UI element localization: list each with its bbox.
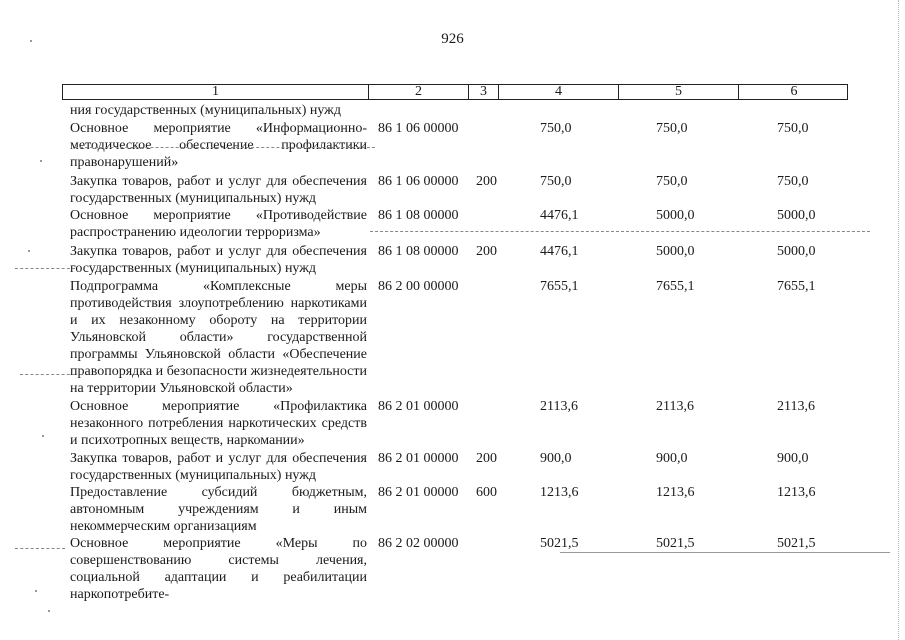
row-value-5: 1213,6 [656, 485, 695, 500]
row-code: 86 2 01 00000 [378, 485, 459, 500]
row-value-5: 2113,6 [656, 399, 694, 414]
row-code: 86 1 06 00000 [378, 121, 459, 136]
scan-artifact-line [560, 552, 890, 553]
row-value-4: 7655,1 [540, 279, 579, 294]
row-value-5: 900,0 [656, 451, 688, 466]
row-value-5: 7655,1 [656, 279, 695, 294]
row-code: 86 1 06 00000 [378, 174, 459, 189]
header-col-4: 4 [499, 85, 619, 99]
row-value-4: 1213,6 [540, 485, 579, 500]
scan-speck [48, 610, 50, 612]
row-code: 86 2 00 00000 [378, 279, 459, 294]
row-vr: 200 [476, 244, 497, 259]
scan-artifact-line [75, 147, 375, 148]
page-number: 926 [441, 31, 464, 47]
row-value-4: 4476,1 [540, 244, 579, 259]
header-col-2: 2 [369, 85, 469, 99]
row-value-5: 5000,0 [656, 208, 695, 223]
row-value-4: 4476,1 [540, 208, 579, 223]
row-name: Основное мероприятие «Противодействие распространению идеологии терроризма» [70, 208, 367, 240]
row-value-5: 750,0 [656, 121, 688, 136]
scan-speck [30, 40, 32, 42]
row-value-5: 750,0 [656, 174, 688, 189]
scan-speck [28, 250, 30, 252]
scan-edge [897, 0, 899, 640]
row-vr: 200 [476, 174, 497, 189]
row-name: ния государственных (муниципальных) нужд [70, 103, 341, 118]
row-value-6: 750,0 [777, 174, 809, 189]
row-value-6: 1213,6 [777, 485, 816, 500]
row-value-6: 2113,6 [777, 399, 815, 414]
row-code: 86 2 02 00000 [378, 536, 459, 551]
row-value-6: 5000,0 [777, 244, 816, 259]
row-value-6: 5000,0 [777, 208, 816, 223]
row-value-4: 2113,6 [540, 399, 578, 414]
row-value-4: 5021,5 [540, 536, 579, 551]
row-vr: 600 [476, 485, 497, 500]
row-value-6: 750,0 [777, 121, 809, 136]
header-col-6: 6 [790, 84, 798, 99]
row-value-5: 5021,5 [656, 536, 695, 551]
row-code: 86 1 08 00000 [378, 244, 459, 259]
header-col-5: 5 [619, 85, 739, 99]
row-name: Предоставление субсидий бюджетным, автономным учреждениям и иным некоммерческим организациям [70, 485, 367, 534]
scan-speck [35, 590, 37, 592]
row-name: Закупка товаров, работ и услуг для обеспечения государственных (муниципальных) нужд [70, 451, 367, 483]
row-name: Закупка товаров, работ и услуг для обеспечения государственных (муниципальных) нужд [70, 174, 367, 206]
scan-speck [42, 435, 44, 437]
header-col-3: 3 [469, 85, 499, 99]
scan-speck [40, 160, 42, 162]
row-value-5: 5000,0 [656, 244, 695, 259]
row-value-6: 5021,5 [777, 536, 816, 551]
row-code: 86 1 08 00000 [378, 208, 459, 223]
row-value-4: 900,0 [540, 451, 572, 466]
row-name: Подпрограмма «Комплексные меры противодействия злоупотреблению наркотиками и их незаконному обороту на территории Ульяновской области» государственной программы Ульяновской области «Обеспечение правопорядка и безопасности жизнедеятельности на территории Ульяновской области» [70, 279, 367, 396]
scan-artifact-line [15, 268, 75, 269]
row-name: Основное мероприятие «Профилактика незаконного потребления наркотических средств и психотропных веществ, наркомании» [70, 399, 367, 448]
row-value-6: 7655,1 [777, 279, 816, 294]
row-code: 86 2 01 00000 [378, 399, 459, 414]
scan-artifact-line [20, 374, 75, 375]
table-header [62, 84, 848, 100]
row-value-4: 750,0 [540, 121, 572, 136]
row-vr: 200 [476, 451, 497, 466]
scan-artifact-line [370, 231, 870, 232]
row-name: Основное мероприятие «Информационно-методическое обеспечение профилактики правонарушений» [70, 121, 367, 170]
header-col-1: 1 [63, 85, 369, 99]
row-value-4: 750,0 [540, 174, 572, 189]
row-name: Закупка товаров, работ и услуг для обеспечения государственных (муниципальных) нужд [70, 244, 367, 276]
row-code: 86 2 01 00000 [378, 451, 459, 466]
row-value-6: 900,0 [777, 451, 809, 466]
scan-artifact-line [15, 548, 65, 549]
row-name: Основное мероприятие «Меры по совершенствованию системы лечения, социальной адаптации и реабилитации наркопотребите- [70, 536, 367, 602]
